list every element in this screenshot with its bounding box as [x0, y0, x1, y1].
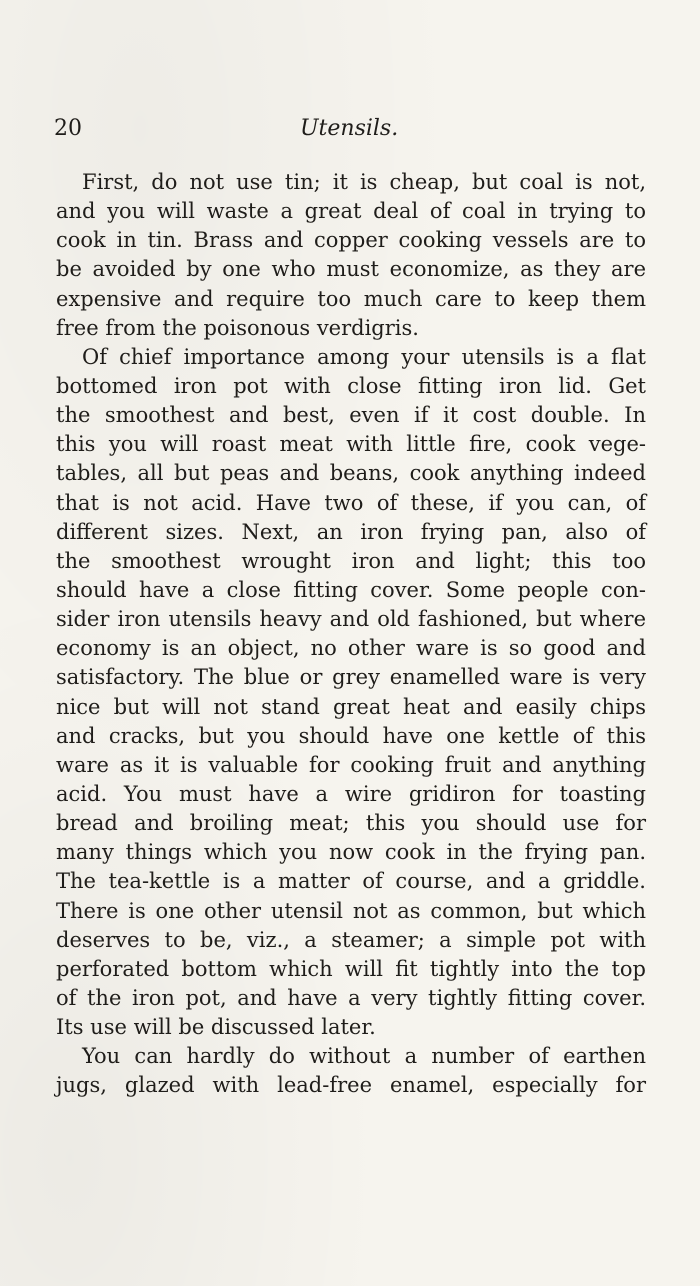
text-line: The tea-kettle is a matter of course, and a griddle. [56, 869, 646, 894]
text-line: and cracks, but you should have one kettle of this [56, 723, 646, 748]
text-line: deserves to be, viz., a steamer; a simple pot with [56, 927, 646, 952]
text-line: free from the poisonous verdigris. [56, 315, 419, 340]
text-line: should have a close fitting cover. Some people con- [56, 577, 646, 602]
text-line: the smoothest and best, even if it cost double. In [56, 403, 646, 428]
text-line: this you will roast meat with little fire, cook vege- [56, 432, 646, 457]
text-line: First, do not use tin; it is cheap, but coal is not, [82, 170, 646, 194]
page-header [54, 116, 644, 150]
text-line: expensive and require too much care to keep them [56, 286, 646, 311]
text-line: There is one other utensil not as common, but which [56, 898, 646, 923]
text-line: the smoothest wrought iron and light; this too [56, 548, 646, 573]
text-line: and you will waste a great deal of coal in trying to [56, 199, 646, 224]
text-line: bottomed iron pot with close fitting iron lid. Get [56, 373, 646, 398]
text-line: ware as it is valuable for cooking fruit and anything [56, 752, 646, 777]
text-line: tables, all but peas and beans, cook anything indeed [56, 461, 646, 486]
text-line: be avoided by one who must economize, as they are [56, 257, 646, 282]
text-line: nice but will not stand great heat and easily chips [56, 694, 646, 719]
text-line: sider iron utensils heavy and old fashioned, but where [56, 607, 646, 632]
text-line: satisfactory. The blue or grey enamelled ware is very [56, 665, 646, 690]
text-line: of the iron pot, and have a very tightly fitting cover. [56, 985, 646, 1010]
text-line: jugs, glazed with lead-free enamel, especially for [56, 1073, 646, 1098]
text-line: bread and broiling meat; this you should use for [56, 811, 646, 836]
running-title: Utensils. [300, 116, 399, 141]
text-line: Its use will be discussed later. [56, 1015, 376, 1040]
text-line: Of chief importance among your utensils is a flat [82, 344, 646, 369]
text-line: different sizes. Next, an iron frying pan, also of [56, 519, 646, 544]
text-line: that is not acid. Have two of these, if you can, of [56, 490, 646, 515]
text-line: many things which you now cook in the frying pan. [56, 840, 646, 865]
text-line: You can hardly do without a number of earthen [82, 1044, 646, 1069]
body-text [56, 168, 646, 1101]
page-number: 20 [54, 116, 82, 141]
text-line: acid. You must have a wire gridiron for toasting [56, 781, 646, 806]
text-line: cook in tin. Brass and copper cooking vessels are to [56, 228, 646, 253]
text-line: perforated bottom which will fit tightly into the top [56, 956, 646, 981]
text-line: economy is an object, no other ware is so good and [56, 636, 646, 661]
